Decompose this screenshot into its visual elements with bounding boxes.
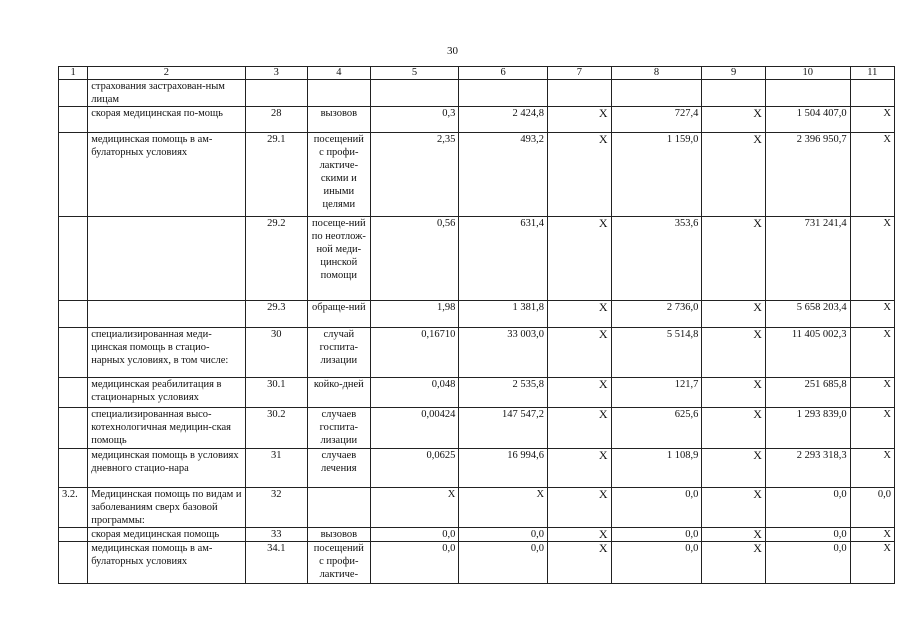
per-capita-cell: 1 108,9 [611, 449, 702, 488]
total-cell: 0,0 [765, 488, 850, 528]
table-row [59, 133, 895, 217]
description-cell: скорая медицинская помощь [88, 528, 245, 542]
line-number-cell: 33 [245, 528, 308, 542]
line-number-cell: 31 [245, 449, 308, 488]
table-row [59, 80, 895, 107]
col7-cell: Х [548, 378, 612, 408]
per-capita-cell: 5 514,8 [611, 328, 702, 378]
per-capita-cell [611, 80, 702, 107]
line-number-cell: 30 [245, 328, 308, 378]
norm-cell: 2,35 [370, 133, 459, 217]
total-cell: 0,0 [765, 528, 850, 542]
line-number-cell: 30.1 [245, 378, 308, 408]
row-number-cell [59, 378, 88, 408]
col7-cell: Х [548, 301, 612, 328]
col9-cell: Х [702, 328, 766, 378]
col11-cell: Х [850, 449, 894, 488]
table-row [59, 301, 895, 328]
col-header: 3 [245, 67, 308, 80]
row-number-cell [59, 408, 88, 449]
norm-cell: 0,16710 [370, 328, 459, 378]
table-row [59, 107, 895, 133]
col9-cell: Х [702, 542, 766, 584]
norm-cell: 0,0 [370, 542, 459, 584]
col7-cell: Х [548, 449, 612, 488]
per-capita-cell: 0,0 [611, 488, 702, 528]
line-number-cell: 29.2 [245, 217, 308, 301]
table-row [59, 328, 895, 378]
col7-cell: Х [548, 542, 612, 584]
total-cell: 2 293 318,3 [765, 449, 850, 488]
col-header: 7 [548, 67, 612, 80]
norm-cell: 0,3 [370, 107, 459, 133]
description-cell: медицинская помощь в ам-булаторных условиях [88, 133, 245, 217]
per-capita-cell: 0,0 [611, 542, 702, 584]
unit-cell: посещений с профи-лактиче- [308, 542, 371, 584]
cost-cell: 0,0 [459, 528, 548, 542]
row-number-cell [59, 328, 88, 378]
row-number-cell [59, 449, 88, 488]
line-number-cell: 28 [245, 107, 308, 133]
line-number-cell: 32 [245, 488, 308, 528]
cost-cell: 16 994,6 [459, 449, 548, 488]
unit-cell: посещений с профи-лактиче-скими и иными целями [308, 133, 371, 217]
unit-cell: койко-дней [308, 378, 371, 408]
col11-cell: Х [850, 107, 894, 133]
col7-cell: Х [548, 528, 612, 542]
col9-cell: Х [702, 408, 766, 449]
line-number-cell: 29.1 [245, 133, 308, 217]
unit-cell [308, 488, 371, 528]
col11-cell: Х [850, 528, 894, 542]
description-cell [88, 217, 245, 301]
table-row [59, 542, 895, 584]
col11-cell: Х [850, 217, 894, 301]
table-row [59, 378, 895, 408]
cost-cell: 493,2 [459, 133, 548, 217]
unit-cell: обраще-ний [308, 301, 371, 328]
col-header: 11 [850, 67, 894, 80]
unit-cell: случай госпита-лизации [308, 328, 371, 378]
col9-cell: Х [702, 449, 766, 488]
per-capita-cell: 353,6 [611, 217, 702, 301]
description-cell: страхования застрахован-ным лицам [88, 80, 245, 107]
table-row [59, 528, 895, 542]
per-capita-cell: 1 159,0 [611, 133, 702, 217]
row-number-cell [59, 542, 88, 584]
col11-cell: Х [850, 133, 894, 217]
norm-cell: Х [370, 488, 459, 528]
col7-cell: Х [548, 328, 612, 378]
total-cell [765, 80, 850, 107]
col-header: 1 [59, 67, 88, 80]
total-cell: 1 504 407,0 [765, 107, 850, 133]
cost-cell: 2 424,8 [459, 107, 548, 133]
cost-cell: 1 381,8 [459, 301, 548, 328]
col7-cell: Х [548, 488, 612, 528]
cost-cell: 2 535,8 [459, 378, 548, 408]
cost-cell: 33 003,0 [459, 328, 548, 378]
row-number-cell [59, 528, 88, 542]
line-number-cell: 29.3 [245, 301, 308, 328]
col9-cell: Х [702, 301, 766, 328]
data-table [58, 66, 895, 584]
per-capita-cell: 727,4 [611, 107, 702, 133]
col9-cell: Х [702, 107, 766, 133]
description-cell: медицинская помощь в условиях дневного стацио-нара [88, 449, 245, 488]
col7-cell: Х [548, 133, 612, 217]
col11-cell: Х [850, 408, 894, 449]
col9-cell: Х [702, 378, 766, 408]
norm-cell [370, 80, 459, 107]
col-header: 5 [370, 67, 459, 80]
col9-cell: Х [702, 488, 766, 528]
total-cell: 5 658 203,4 [765, 301, 850, 328]
col-header: 10 [765, 67, 850, 80]
total-cell: 2 396 950,7 [765, 133, 850, 217]
unit-cell: случаев госпита-лизации [308, 408, 371, 449]
col7-cell: Х [548, 217, 612, 301]
table-row [59, 449, 895, 488]
line-number-cell: 30.2 [245, 408, 308, 449]
col9-cell: Х [702, 217, 766, 301]
total-cell: 251 685,8 [765, 378, 850, 408]
col7-cell: Х [548, 107, 612, 133]
norm-cell: 1,98 [370, 301, 459, 328]
total-cell: 11 405 002,3 [765, 328, 850, 378]
col11-cell: Х [850, 328, 894, 378]
per-capita-cell: 2 736,0 [611, 301, 702, 328]
line-number-cell: 34.1 [245, 542, 308, 584]
unit-cell [308, 80, 371, 107]
cost-cell: Х [459, 488, 548, 528]
table-row [59, 217, 895, 301]
description-cell: специализированная высо-котехнологичная медицин-ская помощь [88, 408, 245, 449]
col11-cell: Х [850, 301, 894, 328]
row-number-cell [59, 133, 88, 217]
col7-cell [548, 80, 612, 107]
line-number-cell [245, 80, 308, 107]
table-row [59, 408, 895, 449]
col9-cell [702, 80, 766, 107]
col-header: 2 [88, 67, 245, 80]
per-capita-cell: 121,7 [611, 378, 702, 408]
norm-cell: 0,00424 [370, 408, 459, 449]
col11-cell: Х [850, 542, 894, 584]
description-cell: Медицинская помощь по видам и заболеваниям сверх базовой программы: [88, 488, 245, 528]
description-cell: медицинская помощь в ам-булаторных условиях [88, 542, 245, 584]
table-row [59, 488, 895, 528]
col7-cell: Х [548, 408, 612, 449]
total-cell: 1 293 839,0 [765, 408, 850, 449]
norm-cell: 0,56 [370, 217, 459, 301]
col9-cell: Х [702, 133, 766, 217]
col-header: 9 [702, 67, 766, 80]
cost-cell: 147 547,2 [459, 408, 548, 449]
description-cell: специализированная меди-цинская помощь в стацио-нарных условиях, в том числе: [88, 328, 245, 378]
unit-cell: посеще-ний по неотлож-ной меди-цинской помощи [308, 217, 371, 301]
cost-cell: 0,0 [459, 542, 548, 584]
unit-cell: случаев лечения [308, 449, 371, 488]
col-header: 6 [459, 67, 548, 80]
col11-cell: Х [850, 378, 894, 408]
row-number-cell: 3.2. [59, 488, 88, 528]
row-number-cell [59, 301, 88, 328]
total-cell: 731 241,4 [765, 217, 850, 301]
col11-cell [850, 80, 894, 107]
col-header: 4 [308, 67, 371, 80]
per-capita-cell: 625,6 [611, 408, 702, 449]
header-row [59, 67, 895, 80]
norm-cell: 0,0 [370, 528, 459, 542]
description-cell: скорая медицинская по-мощь [88, 107, 245, 133]
total-cell: 0,0 [765, 542, 850, 584]
col-header: 8 [611, 67, 702, 80]
unit-cell: вызовов [308, 528, 371, 542]
description-cell: медицинская реабилитация в стационарных условиях [88, 378, 245, 408]
norm-cell: 0,0625 [370, 449, 459, 488]
description-cell [88, 301, 245, 328]
col9-cell: Х [702, 528, 766, 542]
norm-cell: 0,048 [370, 378, 459, 408]
row-number-cell [59, 107, 88, 133]
row-number-cell [59, 217, 88, 301]
row-number-cell [59, 80, 88, 107]
per-capita-cell: 0,0 [611, 528, 702, 542]
cost-cell [459, 80, 548, 107]
page-number: 30 [447, 45, 458, 57]
unit-cell: вызовов [308, 107, 371, 133]
col11-cell: 0,0 [850, 488, 894, 528]
cost-cell: 631,4 [459, 217, 548, 301]
